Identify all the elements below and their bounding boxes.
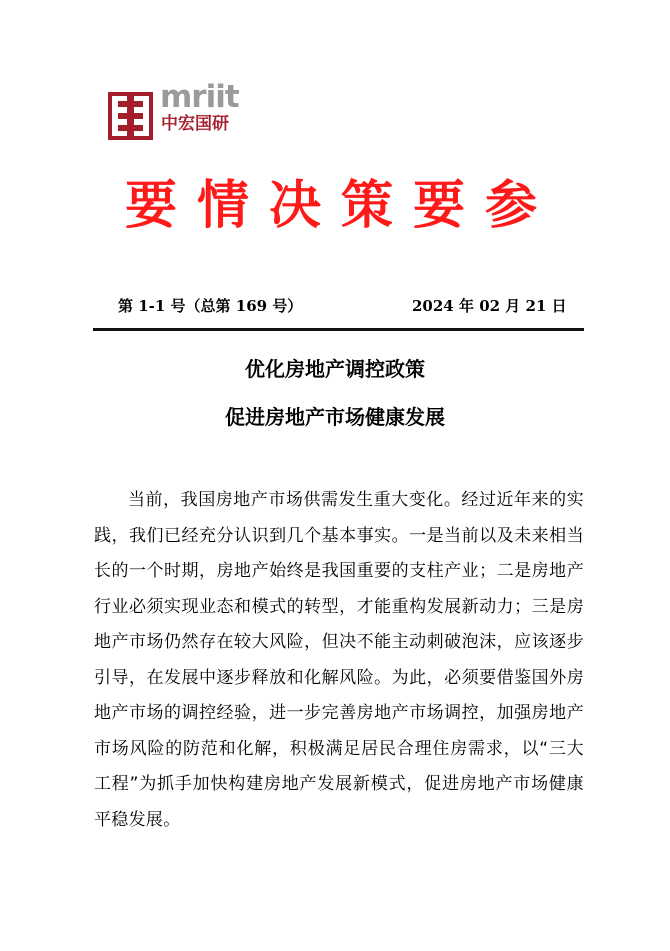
logo-wordmark: mriit bbox=[160, 79, 239, 115]
logo bbox=[108, 79, 248, 142]
logo-mark-icon bbox=[108, 92, 153, 140]
article-title-line2: 促进房地产市场健康发展 bbox=[225, 405, 445, 429]
issue-date: 2024 年 02 月 21 日 bbox=[412, 297, 567, 315]
logo-cn-name: 中宏国研 bbox=[161, 114, 229, 134]
article-body: 当前，我国房地产市场供需发生重大变化。经过近年来的实践，我们已经充分认识到几个基本事实。一是当前以及未来相当长的一个时期，房地产始终是我国重要的支柱产业；二是房地产行业必须实现业态和模式的转型，才能重构发展新动力；三是房地产市场仍然存在较大风险，但决不能主动刺破泡沫，应该逐步引导，在发展中逐步释放和化解风险。为此，必须要借鉴国外房地产市场的调控经验，进一步完善房地产市场调控，加强房地产市场风险的防范和化解，积极满足居民合理住房需求，以“三大工程”为抓手加快构建房地产发展新模式，促进房地产市场健康平稳发展。 bbox=[94, 490, 584, 830]
article-title-line1: 优化房地产调控政策 bbox=[245, 357, 425, 381]
masthead-title: 要情决策要参 bbox=[124, 175, 557, 236]
header-divider bbox=[93, 328, 584, 331]
issue-number: 第 1-1 号（总第 169 号） bbox=[118, 297, 303, 315]
